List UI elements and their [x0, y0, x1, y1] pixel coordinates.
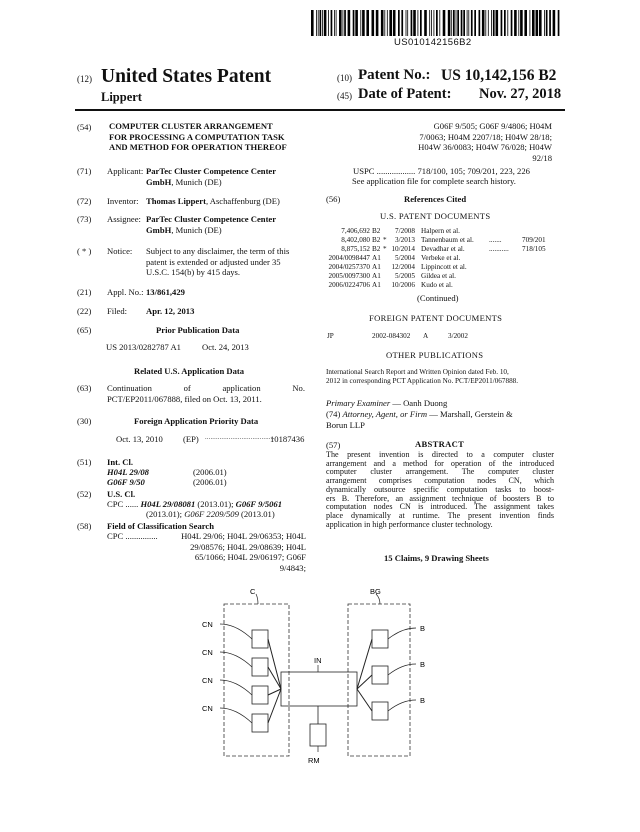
us-doc-date: 5/2005: [395, 272, 415, 280]
cn-leader: [220, 680, 252, 695]
cpc-class: H04L 29/08081: [140, 499, 196, 509]
us-docs-heading: U.S. PATENT DOCUMENTS: [380, 211, 491, 221]
barcode-bar: [524, 10, 527, 36]
us-doc-no: 2006/0224706: [328, 281, 370, 289]
computation-node: [252, 714, 268, 732]
cpc-class: G06F 9/5061: [235, 499, 283, 509]
field-search-continued: [360, 121, 552, 163]
barcode-bar: [372, 10, 375, 36]
resource-manager: [310, 724, 326, 746]
code-56: (56): [326, 194, 341, 204]
attorney: [326, 409, 554, 430]
barcode-bar: [461, 10, 463, 36]
field-line: H04W 36/0083; H04W 76/028; H04W: [418, 142, 552, 153]
b-leader: [388, 664, 416, 675]
abstract-line: arrangement comprises computation nodes CN, which: [326, 476, 554, 486]
barcode-bar: [344, 10, 346, 36]
us-doc-kind: B2: [372, 236, 381, 244]
us-doc-kind: A1: [372, 272, 381, 280]
inventor: [146, 196, 280, 206]
examiner: [326, 398, 447, 408]
us-doc-no: 2005/0097300: [328, 272, 370, 280]
filed-label: Filed:: [107, 306, 128, 316]
barcode-bar: [511, 10, 513, 36]
cpc-version: (2013.01): [238, 509, 275, 519]
other-line: International Search Report and Written Opinion dated Feb. 10,: [326, 368, 509, 376]
patent-title: [109, 121, 324, 153]
code-72: (72): [77, 196, 92, 206]
cpc-classes: [107, 499, 332, 509]
barcode-bar: [411, 10, 413, 36]
abstract-line: ers B. Therefore, an assignment technique of boosters B to: [326, 493, 554, 503]
uspc-line: [353, 166, 530, 176]
examiner-name: Oanh Duong: [403, 398, 448, 408]
us-doc-name: Verbeke et al.: [421, 254, 461, 262]
barcode-bar: [360, 10, 361, 36]
barcode-bar: [406, 10, 407, 36]
prior-pub-date: Oct. 24, 2013: [202, 342, 249, 352]
appl-no-label: Appl. No.:: [107, 287, 144, 297]
cont-line: PCT/EP2011/067888, filed on Oct. 13, 2011.: [107, 393, 262, 404]
barcode-bar: [324, 10, 327, 36]
barcode-bar: [336, 10, 337, 36]
barcode-bar: [467, 10, 468, 36]
us-doc-no: 7,406,692: [341, 227, 370, 235]
assignee-name-2: GmbH: [146, 224, 172, 235]
barcode-bar: [431, 10, 432, 36]
applicant-location: , Munich (DE): [171, 176, 222, 187]
booster-node: [372, 666, 388, 684]
barcode-bar: [407, 10, 408, 36]
prior-pub-number: US 2013/0282787 A1: [106, 342, 181, 352]
barcode: [311, 10, 561, 36]
foreign-date: Oct. 13, 2010: [116, 434, 163, 444]
int-cl-label: Int. Cl.: [107, 457, 134, 467]
label-b: B: [420, 660, 426, 669]
barcode-bar: [443, 10, 446, 36]
barcode-bar: [420, 10, 422, 36]
us-doc-date: 5/2004: [395, 254, 415, 262]
barcode-bar: [401, 10, 403, 36]
computation-node: [252, 658, 268, 676]
barcode-bar: [485, 10, 486, 36]
foreign-doc-number: 2002-084302: [372, 332, 411, 340]
us-doc-row: [0, 224, 640, 236]
barcode-bar: [536, 10, 539, 36]
field-line: 65/1066; H04L 29/06197; G06F 9/4843;: [194, 552, 306, 573]
barcode-bar: [413, 10, 416, 36]
barcode-bar: [514, 10, 517, 36]
us-doc-kind: B2: [372, 227, 381, 235]
barcode-bar: [518, 10, 519, 36]
abstract-line: The present invention is directed to a computer cluster: [326, 450, 554, 459]
barcode-bar: [448, 10, 451, 36]
abstract-text: [326, 451, 554, 529]
field-search-classes: [178, 531, 306, 573]
barcode-bar: [468, 10, 469, 36]
barcode-bar: [339, 10, 342, 36]
barcode-bar: [549, 10, 551, 36]
field-cpc-label: [107, 531, 158, 541]
us-doc-name: Gildea et al.: [421, 272, 456, 280]
barcode-bar: [520, 10, 523, 36]
continuation-text: [107, 383, 305, 404]
barcode-bar: [504, 10, 506, 36]
field-line: H04L 29/06; H04L 29/06353; H04L: [181, 531, 306, 541]
foreign-dots: ......................................: [205, 434, 275, 441]
booster-node: [372, 630, 388, 648]
computation-node: [252, 630, 268, 648]
barcode-bar: [322, 10, 323, 36]
code-30: (30): [77, 416, 92, 426]
us-doc-cls: 709/201: [522, 236, 546, 244]
code-51: (51): [77, 457, 92, 467]
booster-node: [372, 702, 388, 720]
barcode-bar: [456, 10, 457, 36]
related-heading: Related U.S. Application Data: [134, 366, 245, 376]
barcode-bar: [418, 10, 419, 36]
barcode-bar: [316, 10, 317, 36]
c-leader: [256, 594, 258, 604]
prior-pub-heading: Prior Publication Data: [156, 325, 240, 335]
barcode-bar: [544, 10, 545, 36]
code-12: (12): [77, 74, 92, 84]
examiner-label: Primary Examiner: [326, 398, 391, 408]
label-b: B: [420, 624, 426, 633]
barcode-bar: [553, 10, 556, 36]
barcode-bar: [328, 10, 329, 36]
int-cl-class: H04L 29/08: [107, 467, 149, 477]
cpc-class: G06F 2209/509: [184, 509, 239, 519]
barcode-bar: [393, 10, 396, 36]
b-link: [357, 689, 372, 711]
label-in: IN: [314, 656, 322, 665]
cont-word: application: [222, 383, 261, 393]
cont-word: of: [183, 383, 191, 393]
barcode-bar: [343, 10, 344, 36]
date-of-patent: Nov. 27, 2018: [479, 86, 562, 102]
barcode-bar: [311, 10, 314, 36]
patent-number: US 10,142,156 B2: [441, 67, 557, 84]
us-doc-no: 2004/0257370: [328, 263, 370, 271]
cpc-label: CPC: [107, 499, 124, 509]
abstract-line: application in high performance cluster technology.: [326, 519, 493, 529]
us-doc-row: [0, 245, 640, 254]
title-line: COMPUTER CLUSTER ARRANGEMENT: [109, 121, 273, 131]
code-65: (65): [77, 325, 92, 335]
assignee-name: ParTec Cluster Competence Center: [146, 214, 277, 224]
us-doc-no: 8,875,152: [341, 245, 370, 253]
cont-word: Continuation: [107, 383, 152, 393]
barcode-bar: [479, 10, 481, 36]
code-71: (71): [77, 166, 92, 176]
barcode-bar: [389, 10, 392, 36]
barcode-bar: [353, 10, 355, 36]
cn-leader: [220, 624, 252, 639]
applicant-name-2: GmbH: [146, 176, 172, 187]
other-pubs-heading: OTHER PUBLICATIONS: [386, 350, 484, 360]
barcode-bar: [546, 10, 548, 36]
us-doc-kind: B2: [372, 245, 381, 253]
patent-no-label: Patent No.:: [358, 67, 431, 83]
cpc-dots: ......: [125, 499, 139, 509]
field-line: 7/0063; H04M 2207/18; H04W 28/18;: [419, 131, 552, 142]
label-c: C: [250, 587, 256, 596]
title-line: FOR PROCESSING A COMPUTATION TASK: [109, 131, 285, 142]
us-doc-date: 12/2004: [391, 263, 415, 271]
foreign-doc-date: 3/2002: [448, 332, 468, 340]
barcode-bar: [362, 10, 365, 36]
us-doc-date: 7/2008: [395, 227, 415, 235]
applicant: [146, 166, 326, 187]
abstract-line: computation nodes CN is introduced. The assignment takes: [326, 502, 554, 512]
foreign-office: (EP): [183, 434, 199, 444]
interconnect: [281, 672, 357, 706]
patent-type: United States Patent: [101, 66, 272, 87]
inventor-short: Lippert: [101, 90, 142, 104]
applicant-name: ParTec Cluster Competence Center: [146, 166, 277, 176]
barcode-bar: [318, 10, 319, 36]
us-doc-name: Tannenbaum et al.: [421, 236, 474, 244]
us-doc-dots: .......: [489, 236, 502, 244]
assignee-location: , Munich (DE): [171, 224, 222, 235]
us-doc-kind: A1: [372, 263, 381, 271]
other-line: 2012 in corresponding PCT Application No. PCT/EP2011/067888.: [326, 376, 519, 385]
field-cpc-dots: ...............: [125, 531, 158, 541]
label-b: B: [420, 696, 426, 705]
abstract-line: computer cluster arrangement. The computer cluster: [326, 467, 554, 477]
barcode-bar: [434, 10, 435, 36]
barcode-bar: [532, 10, 535, 36]
label-cn: CN: [202, 620, 213, 629]
code-22: (22): [77, 306, 92, 316]
us-doc-dots: ...........: [489, 245, 509, 253]
us-doc-date: 3/2013: [395, 236, 415, 244]
barcode-bar: [474, 10, 476, 36]
cn-link: [268, 639, 281, 689]
b-leader: [388, 628, 416, 639]
code-54: (54): [77, 122, 92, 132]
notice-line: Subject to any disclaimer, the term of this: [146, 246, 290, 256]
title-line: AND METHOD FOR OPERATION THEREOF: [109, 142, 287, 153]
barcode-bar: [320, 10, 322, 36]
cn-leader: [220, 708, 252, 723]
us-doc-star: *: [383, 236, 387, 244]
references-heading: References Cited: [404, 194, 467, 204]
barcode-bar: [387, 10, 388, 36]
label-rm: RM: [308, 756, 320, 765]
barcode-bar: [398, 10, 400, 36]
us-doc-row: [0, 272, 640, 281]
code-45: (45): [337, 91, 352, 101]
continued-label: (Continued): [417, 293, 459, 303]
barcode-bar: [558, 10, 560, 36]
attorney-firm: Marshall, Gerstein &: [439, 409, 513, 419]
notice-line: U.S.C. 154(b) by 415 days.: [146, 267, 241, 278]
code-10: (10): [337, 73, 352, 83]
us-cl-label: U.S. Cl.: [107, 489, 136, 499]
us-doc-kind: A1: [372, 254, 381, 262]
foreign-docs-heading: FOREIGN PATENT DOCUMENTS: [369, 313, 503, 323]
attorney-label: Attorney, Agent, or Firm: [342, 409, 428, 419]
us-doc-kind: A1: [372, 281, 381, 289]
code-63: (63): [77, 383, 92, 393]
us-doc-cls: 718/105: [522, 245, 546, 253]
assignee-label: Assignee:: [107, 214, 141, 224]
barcode-bar: [376, 10, 379, 36]
us-doc-row: [0, 254, 640, 263]
barcode-bar: [366, 10, 369, 36]
us-doc-date: 10/2014: [391, 245, 415, 253]
abstract-heading: ABSTRACT: [415, 439, 465, 449]
code-21: (21): [77, 287, 92, 297]
us-doc-name: Lippincott et al.: [421, 263, 467, 271]
barcode-bar: [491, 10, 492, 36]
label-cn: CN: [202, 704, 213, 713]
field-search-label: Field of Classification Search: [107, 521, 215, 531]
code-57: (57): [326, 440, 341, 450]
label-bg: BG: [370, 587, 381, 596]
barcode-bar: [493, 10, 495, 36]
barcode-bar: [355, 10, 358, 36]
barcode-bar: [384, 10, 385, 36]
us-doc-date: 10/2006: [391, 281, 415, 289]
barcode-bar: [334, 10, 335, 36]
barcode-bar: [457, 10, 459, 36]
barcode-number: US010142156B2: [394, 37, 472, 48]
abstract-line: arrangement and a method for operation of the introduced: [326, 458, 554, 468]
see-application: See application file for complete search history.: [352, 176, 516, 186]
cont-word: No.: [292, 383, 305, 393]
abstract-line: dynamically outsource specific computation tasks to boost-: [326, 484, 554, 494]
cpc-classes-2: [146, 509, 275, 519]
computation-node: [252, 686, 268, 704]
barcode-bar: [424, 10, 427, 36]
inventor-name: Thomas Lippert: [146, 196, 206, 206]
label-cn: CN: [202, 676, 213, 685]
int-cl-class: G06F 9/50: [107, 477, 145, 487]
field-cpc: CPC: [107, 531, 124, 541]
barcode-bar: [331, 10, 333, 36]
b-leader: [388, 700, 416, 711]
barcode-bar: [471, 10, 473, 36]
barcode-bar: [463, 10, 465, 36]
attorney-sep: —: [427, 409, 440, 419]
barcode-bar: [539, 10, 542, 36]
barcode-bar: [381, 10, 384, 36]
cn-leader: [220, 652, 252, 667]
uspc-label: USPC: [353, 166, 375, 176]
cpc-version: (2013.01);: [146, 509, 185, 519]
field-line: 92/18: [532, 152, 552, 163]
applicant-label: Applicant:: [107, 166, 144, 176]
barcode-bar: [439, 10, 440, 36]
code-74: (74): [326, 409, 341, 419]
barcode-bar: [488, 10, 489, 36]
us-doc-row: [0, 281, 640, 290]
attorney-firm-2: Borun LLP: [326, 419, 365, 430]
code-58: (58): [77, 521, 92, 531]
figure: [190, 586, 450, 776]
inventor-label: Inventor:: [107, 196, 139, 206]
us-doc-name: Kudo et al.: [421, 281, 453, 289]
uspc-classes: 718/100, 105; 709/201, 223, 226: [417, 166, 530, 176]
barcode-bar: [530, 10, 531, 36]
abstract-line: place dynamically at runtime. The present invention finds: [326, 510, 554, 520]
int-cl-version: (2006.01): [193, 477, 227, 487]
barcode-bar: [482, 10, 485, 36]
examiner-sep: —: [390, 398, 404, 408]
other-pubs-text: [326, 368, 554, 385]
label-cn: CN: [202, 648, 213, 657]
us-doc-name: Halpern et al.: [421, 227, 460, 235]
cpc-version: (2013.01);: [195, 499, 236, 509]
code-73: (73): [77, 214, 92, 224]
barcode-bar: [453, 10, 455, 36]
us-doc-name: Devadhar et al.: [421, 245, 465, 253]
claims-count: 15 Claims, 9 Drawing Sheets: [384, 553, 489, 563]
us-doc-row: [0, 263, 640, 272]
foreign-doc-country: JP: [327, 332, 334, 340]
us-doc-no: 8,402,080: [341, 236, 370, 244]
barcode-bar: [451, 10, 452, 36]
filed-date: Apr. 12, 2013: [146, 306, 195, 316]
code-notice: ( * ): [77, 246, 92, 256]
header-rule: [75, 109, 565, 111]
barcode-bar: [496, 10, 499, 36]
us-doc-star: *: [383, 245, 387, 253]
barcode-bar: [429, 10, 430, 36]
foreign-priority-heading: Foreign Application Priority Data: [134, 416, 259, 426]
barcode-bar: [501, 10, 503, 36]
barcode-bar: [436, 10, 438, 36]
appl-no: 13/861,429: [146, 287, 185, 297]
us-doc-row: [0, 236, 640, 245]
int-cl-version: (2006.01): [193, 467, 227, 477]
foreign-number: 10187436: [270, 434, 305, 444]
cn-link: [268, 667, 281, 689]
barcode-bar: [348, 10, 351, 36]
notice-label: Notice:: [107, 246, 133, 256]
date-label: Date of Patent:: [358, 86, 452, 102]
notice-line: patent is extended or adjusted under 35: [146, 256, 281, 267]
us-doc-no: 2004/0098447: [328, 254, 370, 262]
field-line: G06F 9/505; G06F 9/4806; H04M: [433, 121, 552, 131]
field-line: 29/08576; H04L 29/08639; H04L: [190, 541, 306, 552]
barcode-bar: [507, 10, 508, 36]
inventor-location: , Aschaffenburg (DE): [205, 196, 280, 206]
uspc-dots: ..................: [376, 166, 416, 176]
code-52: (52): [77, 489, 92, 499]
foreign-doc-kind: A: [423, 332, 429, 340]
